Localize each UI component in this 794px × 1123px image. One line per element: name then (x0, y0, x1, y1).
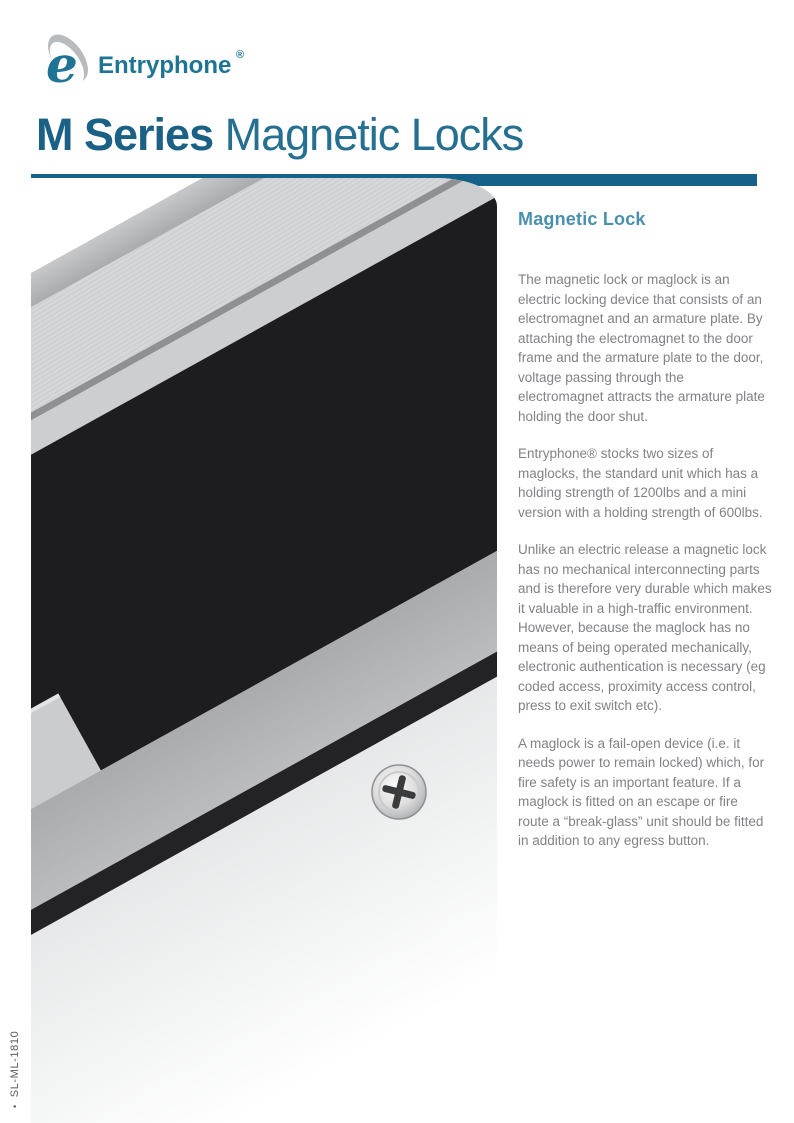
logo-wordmark: Entryphone (98, 52, 232, 79)
article-heading: Magnetic Lock (518, 209, 646, 229)
document-code-bullet: • (10, 1104, 20, 1108)
page-title-product: Magnetic Locks (224, 109, 524, 160)
article-paragraph: Entryphone® stocks two sizes of maglocks, the standard unit which has a holding strength of 1200lbs and a mini version with a holding strength of 600lbs. (518, 446, 763, 520)
article-column (518, 209, 772, 869)
article-paragraph: Unlike an electric release a magnetic lock has no mechanical interconnecting parts and is therefore very durable which makes it valuable in a high-traffic environment. However, because the maglock has no means of being operated mechanically, electronic authentication is necessary (eg coded access, proximity access control, press to exit switch etc). (518, 542, 772, 713)
logo-graphic (40, 28, 270, 92)
screw-icon (369, 762, 429, 822)
page-title (36, 110, 523, 160)
logo-monogram: e (46, 35, 78, 92)
page-title-series: M Series (36, 109, 214, 160)
article-paragraph: A maglock is a fail-open device (i.e. it needs power to remain locked) which, for fire safety is an important feature. If a maglock is fitted on an escape or fire route a “break-glass” unit should be fitted in addition to any egress button. (518, 735, 765, 848)
product-photo (31, 178, 497, 1123)
document-code (9, 1031, 21, 1108)
entryphone-logo (40, 28, 270, 92)
logo-registered-mark: ® (236, 49, 245, 61)
article-paragraph: The magnetic lock or maglock is an electric locking device that consists of an electromagnet and an armature plate. By attaching the electromagnet to the door frame and the armature plate to the door, voltage passing through the electromagnet attracts the armature plate holding the door shut. (518, 272, 765, 424)
document-code-text: SL-ML-1810 (9, 1030, 21, 1098)
